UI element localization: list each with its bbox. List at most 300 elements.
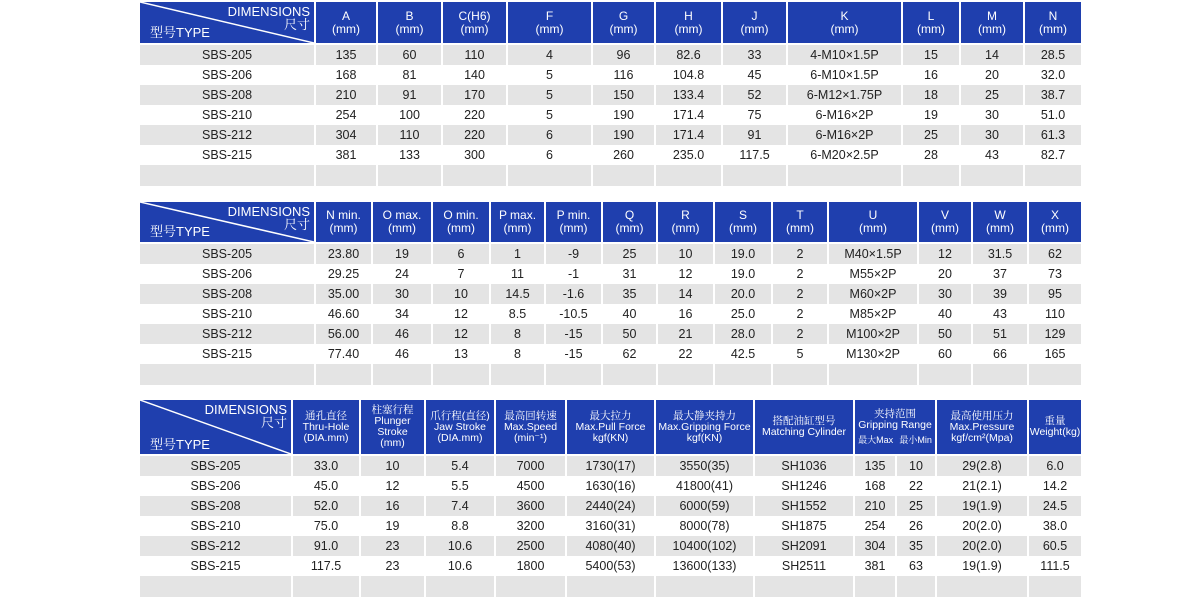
table-row — [140, 85, 1081, 105]
empty-cell — [656, 165, 721, 186]
table-cell: 140 — [443, 65, 506, 85]
table-cell: 235.0 — [656, 145, 721, 165]
column-header — [491, 202, 544, 244]
column-header-line: V — [940, 208, 949, 222]
table-cell: 52.0 — [293, 496, 359, 516]
table-cell: 22 — [658, 344, 713, 364]
table-cell: 3550(35) — [656, 456, 753, 476]
table-cell: 28.5 — [1025, 45, 1081, 65]
column-header-line: O max. — [382, 208, 422, 222]
dimensions-table-1 — [138, 2, 1083, 186]
specifications-table — [138, 400, 1083, 597]
corner-header — [140, 202, 314, 244]
model-cell: SBS-210 — [140, 516, 291, 536]
column-header-line: X — [1050, 208, 1059, 222]
table-cell: 33.0 — [293, 456, 359, 476]
column-header — [715, 202, 771, 244]
empty-cell — [593, 165, 654, 186]
column-header-line: Q — [624, 208, 635, 222]
table-cell: 32.0 — [1025, 65, 1081, 85]
table-cell: 16 — [361, 496, 424, 516]
header-row — [140, 2, 1081, 45]
column-header-line: O min. — [443, 208, 479, 222]
empty-row — [140, 165, 1081, 186]
table-cell: 19 — [903, 105, 959, 125]
table-cell: 91 — [723, 125, 786, 145]
table-cell: 61.3 — [1025, 125, 1081, 145]
empty-cell — [491, 364, 544, 385]
table-cell: 26 — [897, 516, 935, 536]
table-cell: 168 — [316, 65, 376, 85]
table-cell: 2500 — [496, 536, 565, 556]
table-cell: 29.25 — [316, 264, 371, 284]
column-header — [373, 202, 431, 244]
empty-cell — [496, 576, 565, 597]
empty-cell — [897, 576, 935, 597]
column-header-line: N — [1048, 8, 1058, 23]
column-header-line: L — [927, 8, 935, 23]
column-header-line: S — [738, 208, 747, 222]
table-cell: M85×2P — [829, 304, 917, 324]
model-cell: SBS-208 — [140, 284, 314, 304]
empty-cell — [919, 364, 971, 385]
column-header-line: (mm) — [1039, 21, 1067, 36]
empty-row — [140, 364, 1081, 385]
table-row — [140, 456, 1081, 476]
table-cell: 40 — [603, 304, 656, 324]
table-cell: 46 — [373, 344, 431, 364]
dimensions-table-2 — [138, 202, 1083, 385]
column-header-line: 最高回转速 — [504, 409, 557, 422]
column-header-line: (mm) — [674, 21, 703, 36]
table-cell: 91 — [378, 85, 441, 105]
table-cell: 1730(17) — [567, 456, 654, 476]
column-header — [443, 2, 506, 45]
table-cell: SH1036 — [755, 456, 853, 476]
dimensions-en: DIMENSIONS — [227, 204, 310, 219]
table-cell: 75.0 — [293, 516, 359, 536]
table-cell: 7.4 — [426, 496, 494, 516]
table-row — [140, 536, 1081, 556]
table-cell: 30 — [961, 125, 1023, 145]
table-cell: 304 — [316, 125, 376, 145]
table-cell: 111.5 — [1029, 556, 1081, 576]
table-cell: 73 — [1029, 264, 1081, 284]
table-cell: SH1875 — [755, 516, 853, 536]
table-cell: 12 — [658, 264, 713, 284]
table-cell: 6000(59) — [656, 496, 753, 516]
table-cell: -15 — [546, 324, 601, 344]
table-cell: 30 — [919, 284, 971, 304]
column-header — [426, 400, 494, 456]
column-header-line: (mm) — [559, 221, 588, 235]
table-cell: 6-M16×2P — [788, 105, 901, 125]
table-cell: 190 — [593, 125, 654, 145]
table-cell: 10 — [433, 284, 489, 304]
column-header — [903, 2, 959, 45]
table-cell: 30 — [373, 284, 431, 304]
column-header-line: C(H6) — [458, 8, 491, 23]
model-cell: SBS-215 — [140, 145, 314, 165]
table-cell: 37 — [973, 264, 1027, 284]
table-cell: 24 — [373, 264, 431, 284]
table-cell: 96 — [593, 45, 654, 65]
table-cell: 75 — [723, 105, 786, 125]
table-cell: 6-M12×1.75P — [788, 85, 901, 105]
table-cell: 28 — [903, 145, 959, 165]
table-cell: 165 — [1029, 344, 1081, 364]
table-row — [140, 244, 1081, 264]
column-header-line: (mm) — [986, 221, 1014, 235]
column-header-line: T — [796, 208, 804, 222]
table-cell: 3600 — [496, 496, 565, 516]
empty-cell — [855, 576, 895, 597]
table-cell: 35 — [603, 284, 656, 304]
column-header-line: (DIA.mm) — [303, 431, 349, 444]
table-row — [140, 344, 1081, 364]
table-cell: 10 — [897, 456, 935, 476]
table-row — [140, 45, 1081, 65]
empty-cell — [1025, 165, 1081, 186]
model-cell: SBS-206 — [140, 65, 314, 85]
column-header-line: (mm) — [1041, 221, 1069, 235]
table-row — [140, 145, 1081, 165]
model-cell: SBS-205 — [140, 45, 314, 65]
column-header-line: G — [618, 8, 629, 23]
table-cell: 19(1.9) — [937, 496, 1027, 516]
table-cell: 46.60 — [316, 304, 371, 324]
table-cell: 43 — [961, 145, 1023, 165]
column-header — [496, 400, 565, 456]
table-cell: 25 — [903, 125, 959, 145]
table-cell: 14.5 — [491, 284, 544, 304]
column-header-line: (mm) — [332, 21, 360, 36]
empty-cell — [773, 364, 827, 385]
table-cell: 33 — [723, 45, 786, 65]
table-cell: 171.4 — [656, 125, 721, 145]
table-cell: 62 — [1029, 244, 1081, 264]
table-cell: 14 — [658, 284, 713, 304]
column-header-line: Max.Gripping Force — [658, 420, 751, 433]
column-header-line: (mm) — [729, 221, 757, 235]
column-header-line: (mm) — [978, 21, 1006, 36]
table-cell: 22 — [897, 476, 935, 496]
column-header — [937, 400, 1027, 456]
header-row — [140, 202, 1081, 244]
column-header-line: (mm) — [503, 221, 532, 235]
table-cell: 13600(133) — [656, 556, 753, 576]
header-row — [140, 400, 1081, 456]
table-cell: 10 — [658, 244, 713, 264]
table-cell: 35.00 — [316, 284, 371, 304]
table-cell: 35 — [897, 536, 935, 556]
table-cell: 5 — [508, 85, 591, 105]
table-cell: 19(1.9) — [937, 556, 1027, 576]
table-cell: M60×2P — [829, 284, 917, 304]
table-cell: 28.0 — [715, 324, 771, 344]
table-cell: 2 — [773, 304, 827, 324]
table-cell: 20 — [961, 65, 1023, 85]
column-header — [546, 202, 601, 244]
table-cell: 91.0 — [293, 536, 359, 556]
table-cell: 104.8 — [656, 65, 721, 85]
table-cell: 19 — [361, 516, 424, 536]
empty-cell — [567, 576, 654, 597]
column-header-line: (DIA.mm) — [437, 431, 483, 444]
model-cell: SBS-208 — [140, 496, 291, 516]
table-cell: -15 — [546, 344, 601, 364]
table-row — [140, 476, 1081, 496]
column-header-line: U — [868, 208, 878, 222]
empty-cell — [1029, 364, 1081, 385]
empty-cell — [546, 364, 601, 385]
table-cell: -1.6 — [546, 284, 601, 304]
empty-cell — [361, 576, 424, 597]
table-cell: 4-M10×1.5P — [788, 45, 901, 65]
table-cell: 190 — [593, 105, 654, 125]
table-cell: 6 — [508, 145, 591, 165]
column-header — [1025, 2, 1081, 45]
empty-cell — [373, 364, 431, 385]
table-row — [140, 324, 1081, 344]
empty-cell — [293, 576, 359, 597]
table-cell: 210 — [316, 85, 376, 105]
column-header-line: M — [987, 8, 997, 23]
table-cell: 133.4 — [656, 85, 721, 105]
table-cell: 20(2.0) — [937, 536, 1027, 556]
table-cell: 56.00 — [316, 324, 371, 344]
empty-cell — [426, 576, 494, 597]
table-cell: 5 — [508, 65, 591, 85]
model-cell: SBS-210 — [140, 105, 314, 125]
empty-cell — [973, 364, 1027, 385]
table-cell: 20.0 — [715, 284, 771, 304]
model-cell: SBS-215 — [140, 556, 291, 576]
column-header — [593, 2, 654, 45]
column-header-line: 通孔直径 — [305, 409, 347, 422]
table-cell: 150 — [593, 85, 654, 105]
empty-cell — [723, 165, 786, 186]
table-cell: 23.80 — [316, 244, 371, 264]
column-header-line: R — [681, 208, 690, 222]
table-cell: 18 — [903, 85, 959, 105]
table-cell: 12 — [433, 324, 489, 344]
table-cell: 31 — [603, 264, 656, 284]
table-cell: 300 — [443, 145, 506, 165]
table-cell: 25 — [897, 496, 935, 516]
table-cell: 60 — [919, 344, 971, 364]
table-cell: 8.5 — [491, 304, 544, 324]
table-cell: 50 — [603, 324, 656, 344]
column-header — [773, 202, 827, 244]
model-cell: SBS-206 — [140, 476, 291, 496]
table-cell: 2440(24) — [567, 496, 654, 516]
table-cell: 23 — [361, 536, 424, 556]
empty-cell — [140, 165, 314, 186]
table-cell: 24.5 — [1029, 496, 1081, 516]
empty-cell — [937, 576, 1027, 597]
table-cell: 6-M10×1.5P — [788, 65, 901, 85]
table-cell: 8 — [491, 344, 544, 364]
table-cell: 21 — [658, 324, 713, 344]
table-row — [140, 496, 1081, 516]
column-header-line: (mm) — [615, 221, 644, 235]
table-cell: 7 — [433, 264, 489, 284]
table-cell: -1 — [546, 264, 601, 284]
table-cell: SH1552 — [755, 496, 853, 516]
table-cell: 6-M20×2.5P — [788, 145, 901, 165]
table-cell: 42.5 — [715, 344, 771, 364]
table-cell: 381 — [855, 556, 895, 576]
column-header — [961, 2, 1023, 45]
empty-cell — [140, 576, 291, 597]
table-cell: 63 — [897, 556, 935, 576]
column-header-line: (mm) — [931, 221, 959, 235]
table-row — [140, 264, 1081, 284]
table-cell: 21(2.1) — [937, 476, 1027, 496]
table-cell: 220 — [443, 125, 506, 145]
empty-cell — [443, 165, 506, 186]
table-cell: 2 — [773, 264, 827, 284]
table-cell: 14 — [961, 45, 1023, 65]
table-cell: 8 — [491, 324, 544, 344]
table-cell: SH2091 — [755, 536, 853, 556]
empty-cell — [755, 576, 853, 597]
column-header-line: 最高使用压力 — [950, 409, 1014, 422]
dimensions-label — [228, 5, 310, 31]
column-header-line: B — [405, 8, 414, 23]
column-header-line: kgf/cm²(Mpa) — [951, 431, 1013, 444]
column-header-line: F — [545, 8, 554, 23]
empty-cell — [433, 364, 489, 385]
column-header-line: N min. — [326, 208, 361, 222]
empty-cell — [316, 364, 371, 385]
table-cell: 52 — [723, 85, 786, 105]
table-cell: 304 — [855, 536, 895, 556]
column-header — [316, 2, 376, 45]
table-cell: M130×2P — [829, 344, 917, 364]
table-cell: 4080(40) — [567, 536, 654, 556]
table-cell: 110 — [443, 45, 506, 65]
table-cell: 81 — [378, 65, 441, 85]
table-cell: 117.5 — [723, 145, 786, 165]
table-cell: 20 — [919, 264, 971, 284]
column-header-line: (mm) — [447, 221, 475, 235]
column-header-line: W — [994, 208, 1006, 222]
table-cell: 77.40 — [316, 344, 371, 364]
table-cell: 381 — [316, 145, 376, 165]
table-row — [140, 516, 1081, 536]
table-cell: 25.0 — [715, 304, 771, 324]
column-header-line: (mm) — [786, 221, 814, 235]
table-cell: 45.0 — [293, 476, 359, 496]
column-header-line: 搭配油缸型号 — [772, 415, 836, 427]
table-cell: 16 — [903, 65, 959, 85]
table-cell: 220 — [443, 105, 506, 125]
table-cell: SH2511 — [755, 556, 853, 576]
column-header-line: (mm) — [388, 221, 416, 235]
column-header-line: 最大静夹持力 — [673, 409, 736, 422]
corner-header — [140, 2, 314, 45]
table-cell: 3200 — [496, 516, 565, 536]
column-header-line: Plunger Stroke — [374, 415, 411, 438]
table-cell: 39 — [973, 284, 1027, 304]
table-row — [140, 304, 1081, 324]
table-cell: 110 — [1029, 304, 1081, 324]
table-cell: 40 — [919, 304, 971, 324]
column-header-line: Matching Cylinder — [761, 426, 847, 438]
table-cell: 66 — [973, 344, 1027, 364]
column-header-line: P max. — [498, 208, 537, 222]
table-cell: 129 — [1029, 324, 1081, 344]
table-cell: 6 — [508, 125, 591, 145]
empty-cell — [1029, 576, 1081, 597]
empty-cell — [658, 364, 713, 385]
table-cell: 15 — [903, 45, 959, 65]
table-cell: 168 — [855, 476, 895, 496]
table-cell: M40×1.5P — [829, 244, 917, 264]
table-cell: 133 — [378, 145, 441, 165]
table-cell: 19 — [373, 244, 431, 264]
table-cell: 41800(41) — [656, 476, 753, 496]
column-header — [788, 2, 901, 45]
table-cell: 25 — [603, 244, 656, 264]
column-header-line: Jaw Stroke — [434, 420, 486, 433]
table-cell: 19.0 — [715, 264, 771, 284]
column-header-line: Thru-Hole — [302, 420, 350, 433]
type-label: 型号TYPE — [150, 437, 210, 452]
empty-row — [140, 576, 1081, 597]
table-cell: -10.5 — [546, 304, 601, 324]
table-cell: 5.4 — [426, 456, 494, 476]
column-header-line: 爪行程(直径) — [430, 409, 490, 422]
column-header-line: 重量 — [1044, 415, 1066, 427]
table-cell: 60.5 — [1029, 536, 1081, 556]
column-header-line: (mm) — [460, 21, 489, 36]
column-header — [973, 202, 1027, 244]
table-cell: 6.0 — [1029, 456, 1081, 476]
empty-cell — [508, 165, 591, 186]
model-cell: SBS-206 — [140, 264, 314, 284]
range-subheaders — [855, 435, 935, 446]
table-cell: 12 — [433, 304, 489, 324]
table-cell: 6-M16×2P — [788, 125, 901, 145]
table-cell: 4500 — [496, 476, 565, 496]
table-cell: SH1246 — [755, 476, 853, 496]
dimensions-label — [205, 403, 287, 429]
column-header — [723, 2, 786, 45]
column-header-line: 柱塞行程 — [371, 404, 414, 416]
dimensions-cn: 尺寸 — [260, 415, 287, 430]
column-header-line: 夹持范围 — [874, 407, 916, 420]
table-cell: 8000(78) — [656, 516, 753, 536]
table-cell: 110 — [378, 125, 441, 145]
table-row — [140, 284, 1081, 304]
table-cell: 5.5 — [426, 476, 494, 496]
column-header-line: (mm) — [329, 221, 358, 235]
column-header-line: (mm) — [917, 21, 945, 36]
empty-cell — [656, 576, 753, 597]
model-cell: SBS-212 — [140, 536, 291, 556]
column-header — [378, 2, 441, 45]
column-header-line: (mm) — [535, 21, 564, 36]
column-header-line: J — [751, 8, 758, 23]
column-header — [829, 202, 917, 244]
table-cell: 38.7 — [1025, 85, 1081, 105]
table-cell: 31.5 — [973, 244, 1027, 264]
column-header-line: (min⁻¹) — [514, 431, 547, 444]
column-header-line: (mm) — [609, 21, 638, 36]
